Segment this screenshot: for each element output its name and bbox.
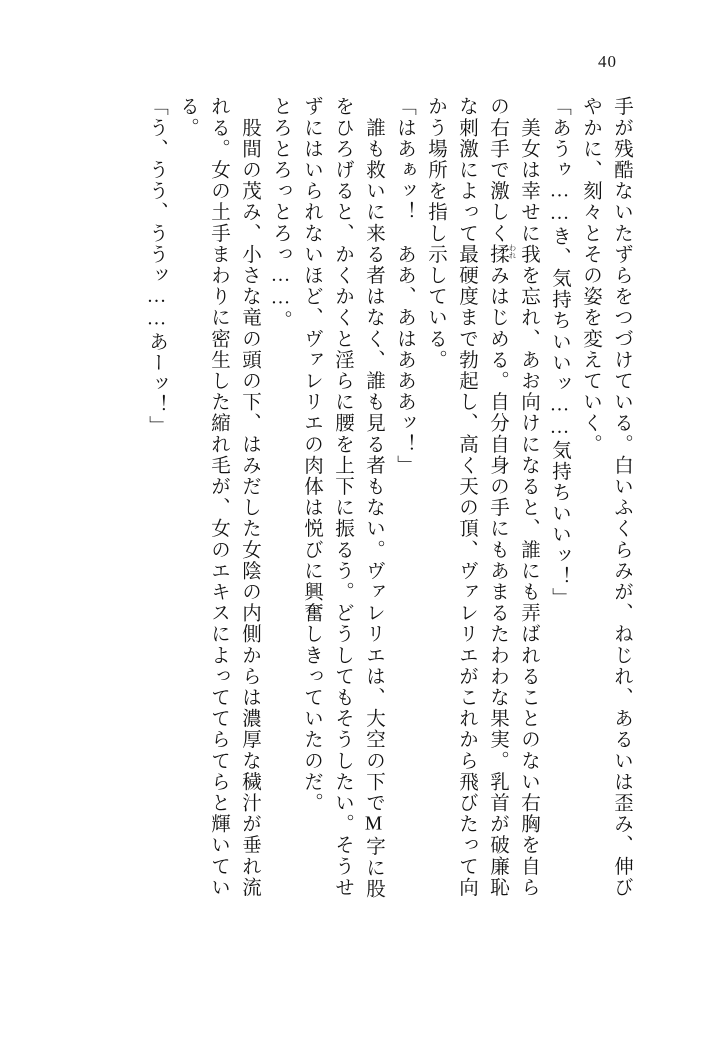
text-column: 「あうゥ……き、気持ちいいッ……気持ちいいッ！」 — [549, 96, 570, 609]
text-column: をひろげると、かくかくと淫らに腰を上下に振るう。どうしてもそうしたい。そうせ — [332, 96, 353, 898]
text-column: 美女は幸せに我 われ を忘れ、あお向けになると、誰にも弄ばれることのない右胸を自ら — [508, 96, 539, 898]
text-column: 「う、うう、ううッ……あーッ！」 — [146, 96, 167, 437]
vertical-text-body — [72, 96, 631, 976]
text-column: る。 — [177, 96, 198, 139]
page-number: 40 — [598, 52, 617, 71]
text-column: 股間の茂み、小さな竜の頭の下、はみだした女陰の内側からは濃厚な穢汁が垂れ流 — [239, 96, 260, 898]
text-column: 「はあぁッ！ ああ、あはあああッ！」 — [394, 96, 415, 476]
text-column: 手が残酷ないたずらをつづけている。白いふくらみが、ねじれ、あるいは歪み、伸び — [611, 96, 632, 898]
text-column: ずにはいられないほど、ヴァレリエの肉体は悦びに興奮しきっていたのだ。 — [301, 96, 322, 814]
text-column: かう場所を指し示している。 — [425, 96, 446, 371]
text-column: やかに、刻々とその姿を変えていく。 — [580, 96, 601, 455]
text-column: 誰も救いに来る者はなく、誰も見る者もない。ヴァレリエは、大空の下でM字に股 — [363, 96, 384, 900]
text-column: の右手で激しく揉みはじめる。自分自身の手にもあまるたわわな果実。乳首が破廉恥 — [487, 96, 508, 898]
text-column: とろとろっとろっ……。 — [270, 96, 291, 332]
ruby-base: 我 — [518, 243, 539, 265]
ruby-annotation — [508, 243, 539, 265]
text-column: れる。女の土手まわりに密生した縮れ毛が、女のエキスによっててらてらと輝いてい — [208, 96, 229, 898]
ruby-reading: われ — [508, 243, 517, 259]
text-column: な刺激によって最硬度まで勃起し、高く天の頂、ヴァレリエがこれから飛びたって向 — [456, 96, 477, 898]
